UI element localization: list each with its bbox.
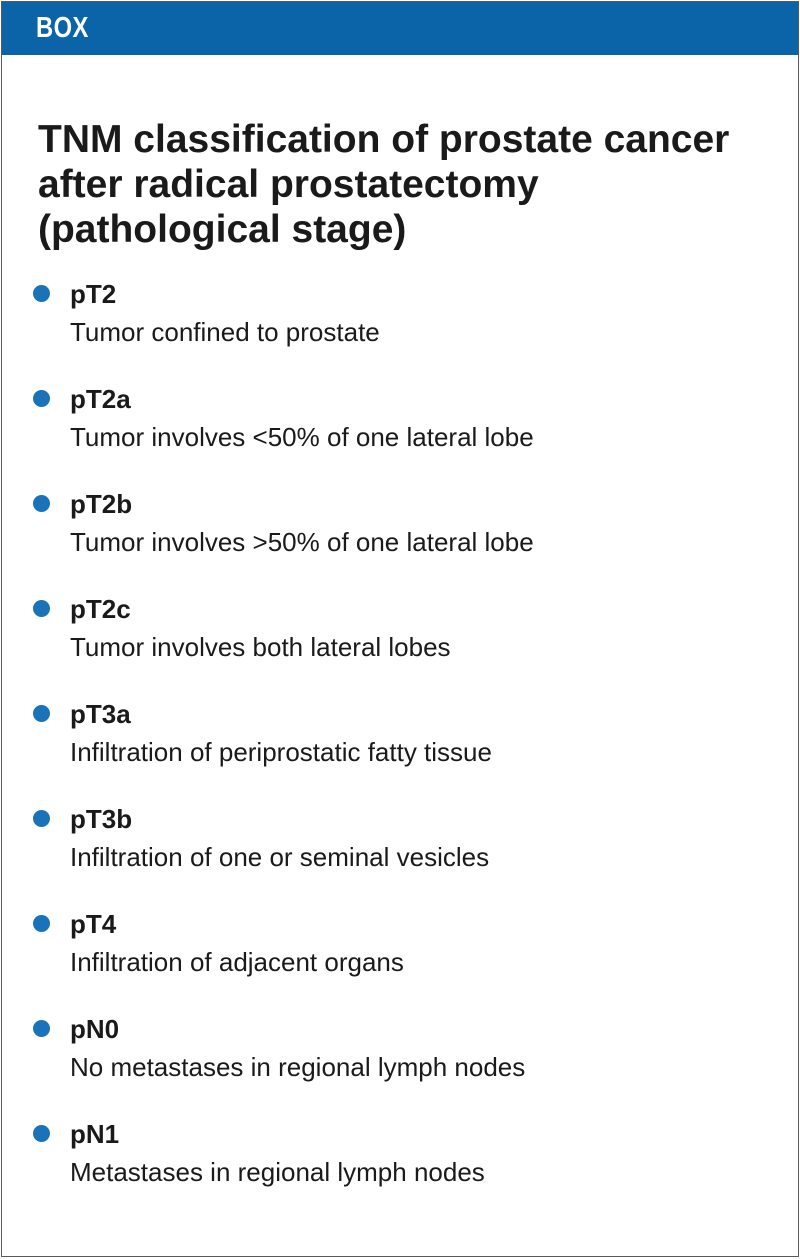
classification-list: [2, 278, 798, 1223]
stage-description: Tumor involves both lateral lobes: [70, 632, 451, 662]
stage-description: Infiltration of adjacent organs: [70, 947, 404, 977]
stage-description: Infiltration of one or seminal vesicles: [70, 842, 490, 872]
box-header: [2, 2, 798, 55]
box-label: BOX: [36, 12, 89, 44]
bullet-icon: [33, 810, 50, 827]
stage-description: Infiltration of periprostatic fatty tissue: [70, 737, 492, 767]
list-item: [2, 278, 798, 383]
stage-code: pT3b: [70, 804, 133, 834]
list-item: [2, 698, 798, 803]
stage-code: pT2b: [70, 489, 133, 519]
stage-description: Tumor confined to prostate: [70, 317, 380, 347]
stage-description: Tumor involves <50% of one lateral lobe: [70, 422, 534, 452]
stage-description: Tumor involves >50% of one lateral lobe: [70, 527, 534, 557]
bullet-icon: [33, 705, 50, 722]
stage-code: pT4: [70, 909, 117, 939]
list-item: [2, 1013, 798, 1118]
bullet-icon: [33, 285, 50, 302]
list-item: [2, 593, 798, 698]
bullet-icon: [33, 390, 50, 407]
box-title: TNM classification of prostate cancer after radical prostatectomy (pathological stage): [38, 118, 730, 251]
stage-description: No metastases in regional lymph nodes: [70, 1052, 526, 1082]
bullet-icon: [33, 1020, 50, 1037]
stage-code: pT2: [70, 279, 117, 309]
stage-code: pT2a: [70, 384, 131, 414]
list-item: [2, 383, 798, 488]
bullet-icon: [33, 600, 50, 617]
bullet-icon: [33, 1125, 50, 1142]
stage-code: pT3a: [70, 699, 131, 729]
stage-description: Metastases in regional lymph nodes: [70, 1157, 485, 1187]
list-item: [2, 1118, 798, 1223]
bullet-icon: [33, 495, 50, 512]
stage-code: pN1: [70, 1119, 120, 1149]
info-box: [1, 1, 799, 1257]
list-item: [2, 803, 798, 908]
stage-code: pT2c: [70, 594, 131, 624]
list-item: [2, 908, 798, 1013]
stage-code: pN0: [70, 1014, 120, 1044]
bullet-icon: [33, 915, 50, 932]
list-item: [2, 488, 798, 593]
